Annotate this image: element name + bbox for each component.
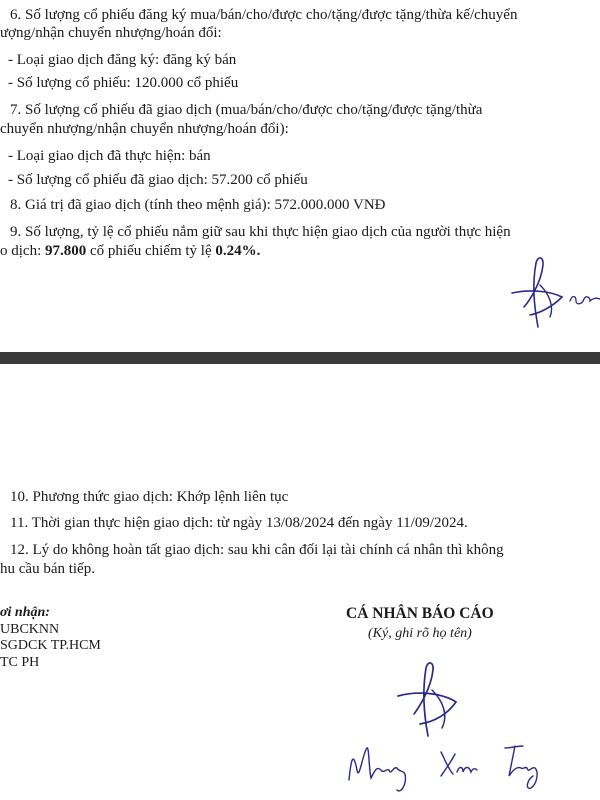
item-6-line-2: ượng/nhận chuyển nhượng/hoán đổi:: [0, 25, 222, 41]
item-8-transaction-value: 8. Giá trị đã giao dịch (tính theo mệnh giá): 572.000.000 VNĐ: [10, 197, 386, 213]
reporter-title: CÁ NHÂN BÁO CÁO: [346, 605, 494, 622]
page-break-separator: [0, 352, 600, 364]
reporter-subtitle: (Ký, ghi rõ họ tên): [368, 626, 472, 641]
item-7-share-quantity: - Số lượng cổ phiếu đã giao dịch: 57.200 cổ phiếu: [8, 172, 308, 188]
item-10-method: 10. Phương thức giao dịch: Khớp lệnh liên tục: [10, 489, 289, 505]
item-9-line-2: [0, 242, 260, 260]
item-9-ownership-percent: 0.24%.: [215, 243, 261, 259]
signature-full-name: [345, 740, 565, 796]
item-6-share-quantity: - Số lượng cổ phiếu: 120.000 cổ phiếu: [8, 75, 239, 91]
item-6-transaction-type: - Loại giao dịch đăng ký: đăng ký bán: [8, 52, 237, 68]
item-12-line-1: 12. Lý do không hoàn tất giao dịch: sau khi cân đối lại tài chính cá nhân thì không: [10, 542, 504, 558]
item-7-line-2: chuyển nhượng/nhận chuyển nhượng/hoán đổi):: [0, 121, 289, 137]
document-page-bottom: [0, 364, 600, 800]
item-9-shares-held: 97.800: [45, 243, 87, 259]
item-9-middle-text: cổ phiếu chiếm tỷ lệ: [86, 243, 216, 259]
recipient-ubcknn: UBCKNN: [0, 622, 60, 637]
recipient-tcph: TC PH: [0, 655, 40, 670]
recipients-heading: ơi nhận:: [0, 605, 50, 620]
item-9-prefix: o dịch:: [0, 243, 45, 259]
document-page-top: [0, 0, 600, 352]
item-11-period: 11. Thời gian thực hiện giao dịch: từ ngày 13/08/2024 đến ngày 11/09/2024.: [10, 515, 468, 531]
item-7-transaction-type: - Loại giao dịch đã thực hiện: bán: [8, 148, 211, 164]
item-9-line-1: 9. Số lượng, tỷ lệ cổ phiếu nắm giữ sau khi thực hiện giao dịch của người thực hiện: [10, 224, 511, 240]
signature-initial-top: [510, 255, 600, 335]
signature-initial-bottom: [398, 660, 488, 740]
item-7-line-1: 7. Số lượng cổ phiếu đã giao dịch (mua/bán/cho/được cho/tặng/được tặng/thừa: [10, 102, 483, 118]
recipient-sgdck: SGDCK TP.HCM: [0, 638, 101, 653]
item-12-line-2: hu cầu bán tiếp.: [0, 561, 95, 577]
item-6-line-1: 6. Số lượng cổ phiếu đăng ký mua/bán/cho/được cho/tặng/được tặng/thừa kế/chuyển: [10, 7, 518, 23]
